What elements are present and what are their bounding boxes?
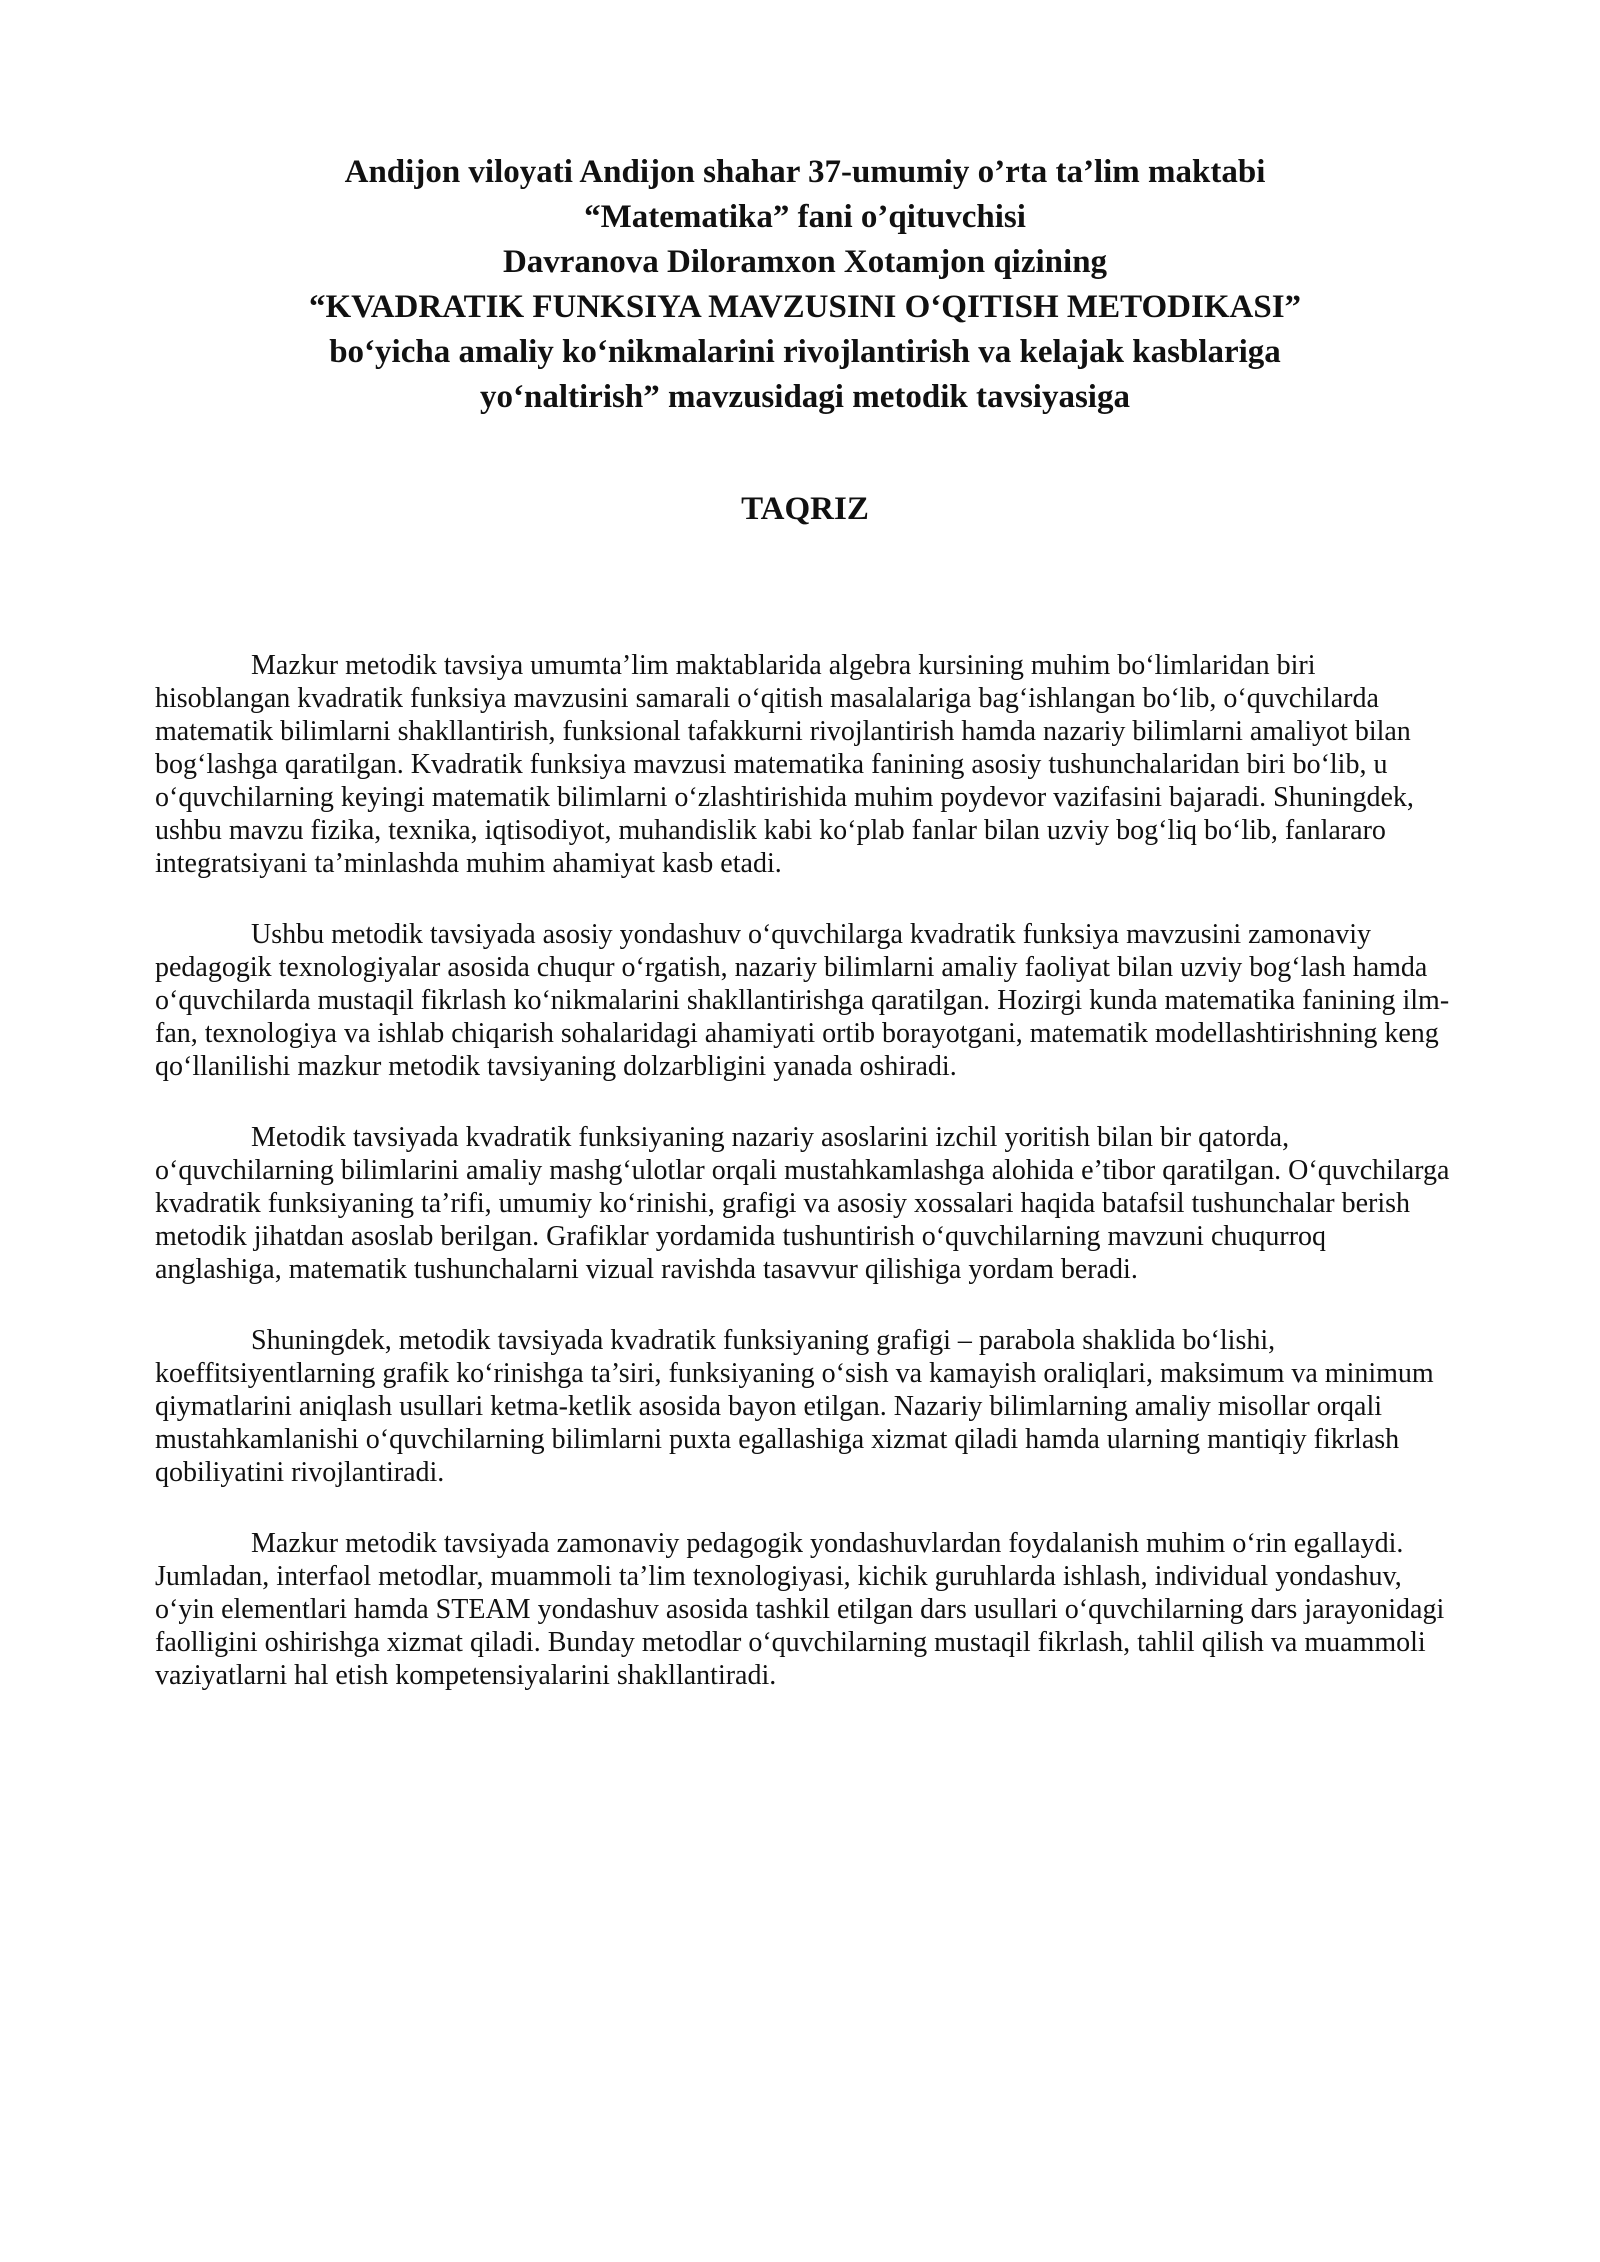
document-title: TAQRIZ <box>741 491 869 527</box>
paragraph-1: Mazkur metodik tavsiya umumta’lim maktablarida algebra kursining muhim bo‘limlaridan biri hisoblangan kvadratik funksiya mavzusini samarali o‘qitish masalalariga bag‘ishlangan bo‘lib, o‘quvchilarda matematik bilimlarni shakllantirish, funksional tafakkurni rivojlantirish hamda nazariy bilimlarni amaliyot bilan bog‘lashga qaratilgan. Kvadratik funksiya mavzusi matematika fanining asosiy tushunchalaridan biri bo‘lib, u o‘quvchilarning keyingi matematik bilimlarni o‘zlashtirishida muhim poydevor vazifasini bajaradi. Shuningdek, ushbu mavzu fizika, texnika, iqtisodiyot, muhandislik kabi ko‘plab fanlar bilan uzviy bog‘liq bo‘lib, fanlararo integratsiyani ta’minlashda muhim ahamiyat kasb etadi. <box>155 650 1414 879</box>
paragraph-4: Shuningdek, metodik tavsiyada kvadratik funksiyaning grafigi – parabola shaklida bo‘lishi, koeffitsiyentlarning grafik ko‘rinishga ta’siri, funksiyaning o‘sish va kamayish oraliqlari, maksimum va minimum qiymatlarini aniqlash usullari ketma-ketlik asosida bayon etilgan. Nazariy bilimlarning amaliy misollar orqali mustahkamlanishi o‘quvchilarning bilimlarni puxta egallashiga xizmat qiladi hamda ularning mantiqiy fikrlash qobiliyatini rivojlantiradi. <box>155 1325 1434 1488</box>
paragraph-5: Mazkur metodik tavsiyada zamonaviy pedagogik yondashuvlardan foydalanish muhim o‘rin egallaydi. Jumladan, interfaol metodlar, muammoli ta’lim texnologiyasi, kichik guruhlarda ishlash, individual yondashuv, o‘yin elementlari hamda STEAM yondashuv asosida tashkil etilgan dars usullari o‘quvchilarning dars jarayonidagi faolligini oshirishga xizmat qiladi. Bunday metodlar o‘quvchilarning mustaqil fikrlash, tahlil qilish va muammoli vaziyatlarni hal etish kompetensiyalarini shakllantiradi. <box>155 1528 1445 1691</box>
paragraph-3: Metodik tavsiyada kvadratik funksiyaning nazariy asoslarini izchil yoritish bilan bir qatorda, o‘quvchilarning bilimlarini amaliy mashg‘ulotlar orqali mustahkamlashga alohida e’tibor qaratilgan. O‘quvchilarga kvadratik funksiyaning ta’rifi, umumiy ko‘rinishi, grafigi va asosiy xossalari haqida batafsil tushunchalar berish metodik jihatdan asoslab berilgan. Grafiklar yordamida tushuntirish o‘quvchilarning mavzuni chuqurroq anglashiga, matematik tushunchalarni vizual ravishda tasavvur qilishiga yordam beradi. <box>155 1122 1450 1285</box>
paragraph-2: Ushbu metodik tavsiyada asosiy yondashuv o‘quvchilarga kvadratik funksiya mavzusini zamonaviy pedagogik texnologiyalar asosida chuqur o‘rgatish, nazariy bilimlarni amaliy faoliyat bilan uzviy bog‘lash hamda o‘quvchilarda mustaqil fikrlash ko‘nikmalarini shakllantirishga qaratilgan. Hozirgi kunda matematika fanining ilm-fan, texnologiya va ishlab chiqarish sohalaridagi ahamiyati ortib borayotgani, matematik modellashtirishning keng qo‘llanilishi mazkur metodik tavsiyaning dolzarbligini yanada oshiradi. <box>155 919 1450 1082</box>
header-line-author: Davranova Diloramxon Xotamjon qizining <box>502 244 1108 280</box>
document-body <box>155 649 1455 1692</box>
header-line-topic-cont: bo‘yicha amaliy ko‘nikmalarini rivojlantirish va kelajak kasblariga <box>329 334 1281 370</box>
header-line-school: Andijon viloyati Andijon shahar 37-umumiy o’rta ta’lim maktabi <box>344 154 1266 190</box>
header-line-subject: “Matematika” fani o’qituvchisi <box>584 199 1026 235</box>
header-line-topic-end: yo‘naltirish” mavzusidagi metodik tavsiyasiga <box>480 379 1130 415</box>
document-header <box>155 150 1455 420</box>
header-line-topic: “KVADRATIK FUNKSIYA MAVZUSINI O‘QITISH METODIKASI” <box>308 289 1302 325</box>
